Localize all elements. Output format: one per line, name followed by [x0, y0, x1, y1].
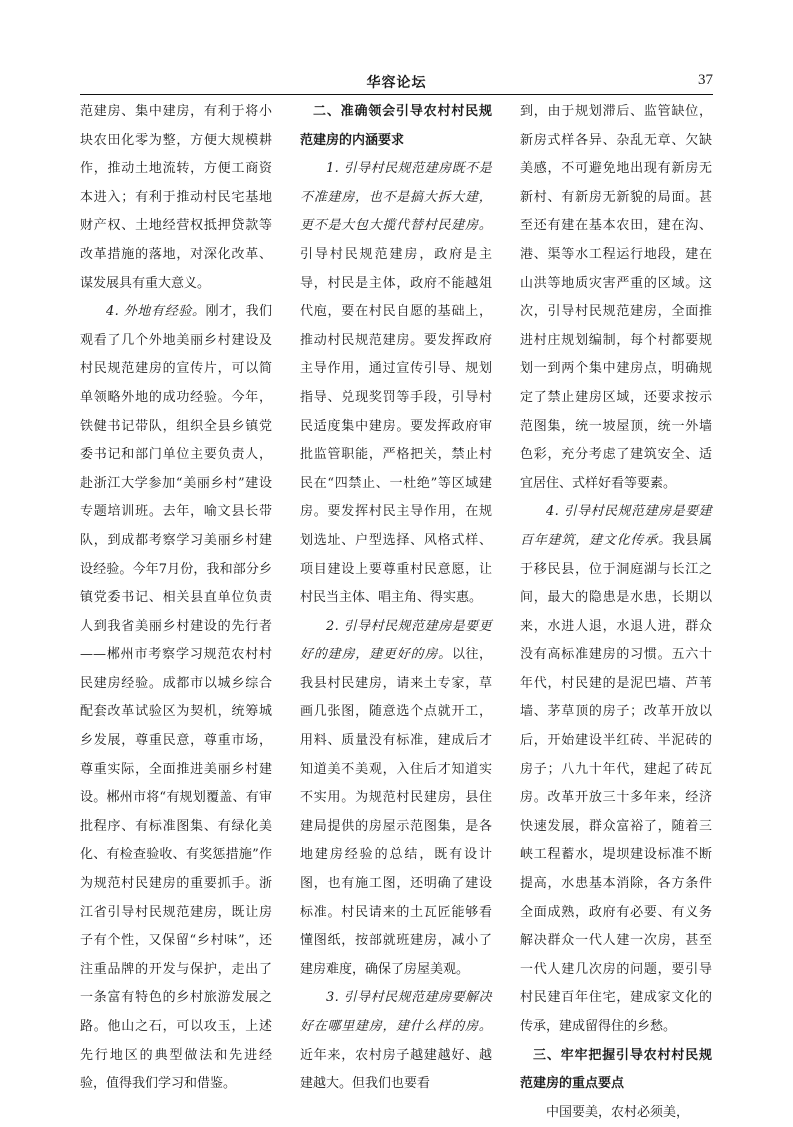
- paragraph-body: 我县属于移民县，位于洞庭湖与长江之间，最大的隐患是水患，长期以来，水进人退，水退人进，群众没有高标准建房的习惯。五六十年代，村民建的是泥巴墙、芦苇墙、茅草顶的房子；改革开放以后，开始建设半红砖、半泥砖的房子；八九十年代，建起了砖瓦房。改革开放三十多年来，经济快速发展，群众富裕了，随着三峡工程蓄水，堤坝建设标准不断提高，水患基本消除，各方条件全面成熟，政府有必要、有义务解决群众一代人建一次房，甚至一代人建几次房的问题，要引导村民建百年住宅，建成家文化的传承，建成留得住的乡愁。: [520, 532, 712, 1034]
- paragraph-lead: 4. 外地有经验。: [106, 304, 206, 320]
- column-3: [520, 98, 712, 1127]
- paragraph-lead: 2. 引导村民规范建房是要更好的建房，建更好的房。: [300, 618, 492, 663]
- section-heading: 三、牢牢把握引导农村村民规范建房的重点要点: [520, 1047, 712, 1092]
- paragraph-lead: 3. 引导村民规范建房要解决好在哪里建房，建什么样的房。: [300, 990, 492, 1034]
- section-heading: 二、准确领会引导农村村民规范建房的内涵要求: [300, 104, 492, 148]
- paragraph: 中国要美，农村必须美，: [546, 1104, 690, 1120]
- paragraph: [80, 298, 272, 1099]
- paragraph: [300, 613, 492, 985]
- paragraph-body: 引导村民规范建房，政府是主导，村民是主体，政府不能越俎代庖，要在村民自愿的基础上，推动村民规范建房。要发挥政府主导作用，通过宣传引导、规划指导、兑现奖罚等手段，引导村民适度集中建房。要发挥政府审批监管职能，严格把关，禁止村民在“四禁止、一杜绝”等区域建房。要发挥村民主导作用，在规划选址、户型选择、风格式样、项目建设上要尊重村民意愿，让村民当主体、唱主角、得实惠。: [300, 246, 492, 606]
- paragraph: 范建房、集中建房，有利于将小块农田化零为整，方便大规模耕作，推动土地流转，方便工商资本进入；有利于推动村民宅基地财产权、土地经营权抵押贷款等改革措施的落地，对深化改革、谋发展具有重大意义。: [80, 104, 272, 291]
- column-2: [300, 98, 492, 1099]
- paragraph: [520, 498, 712, 1041]
- paragraph-body: 以往，我县村民建房，请来土专家，草画几张图，随意选个点就开工，用料、质量没有标准，建成后才知道美不美观，入住后才知道实不实用。为规范村民建房，县住建局提供的房屋示范图集，是各地建房经验的总结，既有设计图，也有施工图，还明确了建设标准。村民请来的土瓦匠能够看懂图纸，按部就班建房，减小了建房难度，确保了房屋美观。: [300, 647, 492, 977]
- paragraph: [300, 155, 492, 613]
- page-header: [80, 70, 713, 92]
- paragraph-body: 刚才，我们观看了几个外地美丽乡村建设及村民规范建房的宣传片，可以简单领略外地的成功经验。今年，铁健书记带队，组织全县乡镇党委书记和部门单位主要负责人，赴浙江大学参加“美丽乡村”建设专题培训班。去年，喻文县长带队，到成都考察学习美丽乡村建设经验。今年7月份，我和部分乡镇党委书记、相关县直单位负责人到我省美丽乡村建设的先行者——郴州市考察学习规范农村村民建房经验。成都市以城乡综合配套改革试验区为契机，统筹城乡发展，尊重民意，尊重市场，尊重实际，全面推进美丽乡村建设。郴州市将“有规划覆盖、有审批程序、有标准图集、有绿化美化、有检查验收、有奖惩措施”作为规范村民建房的重要抓手。浙江省引导村民规范建房，既让房子有个性，又保留“乡村味”，还注重品牌的开发与保护，走出了一条富有特色的乡村旅游发展之路。他山之石，可以攻玉，上述先行地区的典型做法和先进经验，值得我们学习和借鉴。: [80, 304, 272, 1092]
- journal-title: 华容论坛: [366, 75, 427, 91]
- header-rule: [80, 94, 713, 95]
- paragraph-lead: 1. 引导村民规范建房既不是不准建房，也不是搞大拆大建，更不是大包大揽代替村民建房。: [300, 161, 492, 234]
- paragraph-lead: 4. 引导村民规范建房是要建百年建筑，建文化传承。: [520, 504, 712, 548]
- column-1: [80, 98, 272, 1099]
- paragraph-body: 近年来，农村房子越建越好、越建越大。但我们也要看: [300, 1047, 492, 1092]
- paragraph: [300, 984, 492, 1098]
- paragraph: 到，由于规划滞后、监管缺位，新房式样各异、杂乱无章、欠缺美感，不可避免地出现有新房无新村、有新房无新貌的局面。甚至还有建在基本农田，建在沟、港、渠等水工程运行地段，建在山洪等地质灾害严重的区域。这次，引导村民规范建房，全面推进村庄规划编制，每个村都要规划一到两个集中建房点，明确规定了禁止建房区域，还要求按示范图集，统一坡屋顶，统一外墙色彩，充分考虑了建筑安全、适宜居住、式样好看等要素。: [520, 104, 712, 491]
- page-number: 37: [698, 72, 713, 88]
